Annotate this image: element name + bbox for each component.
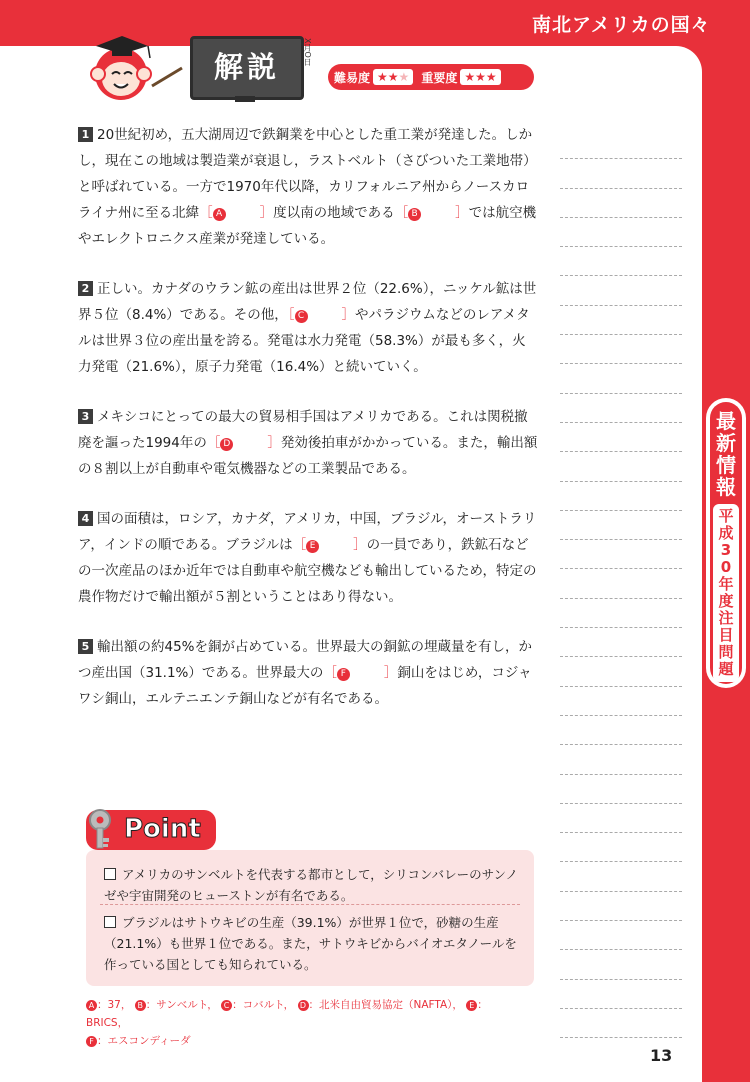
checkbox-icon: [104, 916, 116, 928]
note-line: [560, 394, 682, 423]
rating-bar: [328, 64, 534, 90]
note-line: [560, 1009, 682, 1038]
note-line: [560, 892, 682, 921]
star-icon: ★: [377, 70, 388, 84]
answer-text: ：コバルト，: [232, 999, 295, 1011]
blank-letter: F: [337, 668, 350, 681]
star-icon: ★: [398, 70, 410, 84]
note-line: [560, 364, 682, 393]
explanation-item-1: [78, 122, 538, 252]
note-line: [560, 423, 682, 452]
item-text: 輸出額の約45%を銅が占めている。世界最大の銅鉱の埋蔵量を有し，かつ産出国（31.1%）である。世界最大の: [78, 639, 533, 681]
note-line: [560, 687, 682, 716]
note-line: [560, 452, 682, 481]
difficulty-label: 難易度: [334, 70, 371, 85]
note-line: [560, 599, 682, 628]
answer-letter: C: [221, 1000, 232, 1011]
blank-letter: D: [220, 438, 233, 451]
answer-text: ：エスコンディーダ: [97, 1035, 191, 1047]
note-line: [560, 335, 682, 364]
date-stamp: X月O日: [303, 38, 312, 66]
page-number: 13: [650, 1046, 673, 1065]
note-line: [560, 276, 682, 305]
answer-c: [221, 999, 294, 1011]
note-line: [560, 950, 682, 979]
explanation-item-4: [78, 506, 538, 610]
importance-stars: [460, 69, 500, 85]
checkbox-icon: [104, 868, 116, 880]
point-item-text: アメリカのサンベルトを代表する都市として，シリコンバレーのサンノゼや宇宙開発のヒューストンが有名である。: [104, 867, 519, 903]
note-line: [560, 862, 682, 891]
answer-blank-d: ［ D ］: [206, 435, 281, 451]
note-line: [560, 159, 682, 188]
star-icon: ★: [387, 70, 399, 84]
item-number: 2: [78, 281, 93, 296]
answer-blank-b: ［ B ］: [394, 205, 469, 221]
item-number: 5: [78, 639, 93, 654]
difficulty-stars: [373, 69, 413, 85]
key-icon: [86, 806, 122, 852]
note-line: [560, 745, 682, 774]
answer-blank-e: ［ E ］: [292, 537, 367, 553]
explanation-item-3: [78, 404, 538, 482]
star-icon: ★: [475, 70, 486, 84]
note-line: [560, 569, 682, 598]
point-item-2: [104, 912, 526, 975]
explanation-board: 解説: [190, 36, 304, 100]
blank-letter: C: [295, 310, 308, 323]
point-item-1: [104, 864, 526, 906]
note-line: [560, 804, 682, 833]
item-text: メキシコにとっての最大の貿易相手国はアメリカである。これは関税撤廃を謳った1994年の: [78, 409, 528, 451]
note-line: [560, 775, 682, 804]
item-number: 1: [78, 127, 93, 142]
blank-letter: A: [213, 208, 226, 221]
answer-b: [135, 999, 218, 1011]
note-line: [560, 921, 682, 950]
item-text: では航空機やエレクトロニクス産業が発達している。: [78, 205, 537, 247]
note-line: [560, 716, 682, 745]
answer-blank-f: ［ F ］: [323, 665, 398, 681]
item-text: 20世紀初め，五大湖周辺で鉄鋼業を中心とした重工業が発達した。しかし，現在この地域は製造業が衰退し，ラストベルト（さびついた工業地帯）と呼ばれている。一方で1970年代以降，カリフォルニア州からノースカロライナ州に至る北緯: [78, 127, 537, 221]
side-tab-inner: [710, 402, 742, 684]
answer-text: ：37，: [97, 999, 132, 1011]
explanation-item-5: [78, 634, 538, 712]
answer-a: [86, 999, 131, 1011]
answer-letter: D: [298, 1000, 309, 1011]
note-line: [560, 657, 682, 686]
answer-blank-a: ［ A ］: [199, 205, 274, 221]
answer-letter: A: [86, 1000, 97, 1011]
item-text: 正しい。カナダのウラン鉱の産出は世界２位（22.6%），ニッケル鉱は世界５位（8.4%）である。その他，: [78, 281, 537, 323]
note-line: [560, 628, 682, 657]
note-line: [560, 540, 682, 569]
answer-text: ：BRICS，: [86, 999, 488, 1029]
importance-label: 重要度: [421, 70, 458, 85]
star-icon: ★: [485, 70, 497, 84]
note-line: [560, 511, 682, 540]
point-label: Point: [124, 814, 201, 844]
explanation-item-2: [78, 276, 538, 380]
side-tab-subtitle: 平 成 3 0 年 度 注 目 問 題: [713, 504, 739, 682]
blank-letter: E: [306, 540, 319, 553]
chapter-title: 南北アメリカの国々: [532, 14, 711, 36]
item-text: 国の面積は，ロシア，カナダ，アメリカ，中国，ブラジル，オーストラリア，インドの順である。ブラジルは: [78, 511, 537, 553]
item-number: 3: [78, 409, 93, 424]
answer-text: ：北米自由貿易協定（NAFTA），: [308, 999, 463, 1011]
answer-d: [298, 999, 463, 1011]
note-line: [560, 130, 682, 159]
board-stand: [235, 96, 255, 102]
item-text: の一員であり，鉄鉱石などの一次産品のほか近年では自動車や航空機なども輸出しているため，特定の農作物だけで輸出額が５割ということはあり得ない。: [78, 537, 537, 605]
point-divider: [100, 904, 520, 905]
item-text: 発効後拍車がかかっている。また，輸出額の８割以上が自動車や電気機器などの工業製品である。: [78, 435, 538, 477]
note-line: [560, 189, 682, 218]
blank-letter: B: [408, 208, 421, 221]
item-number: 4: [78, 511, 93, 526]
answer-letter: F: [86, 1036, 97, 1047]
answer-f: [86, 1035, 191, 1047]
answer-blank-c: ［ C ］: [287, 307, 356, 323]
item-text: 度以南の地域である: [273, 205, 395, 221]
side-tab-title: 最 新 情 報: [716, 409, 736, 499]
item-text: 銅山をはじめ，コジャワシ銅山，エルテニエンテ銅山などが有名である。: [78, 665, 532, 707]
note-line: [560, 218, 682, 247]
monkey-teacher-mascot-icon: [76, 24, 186, 104]
answer-key: [86, 996, 526, 1050]
star-icon: ★: [464, 70, 476, 84]
answer-text: ：サンベルト，: [145, 999, 218, 1011]
note-line: [560, 247, 682, 276]
note-line: [560, 980, 682, 1009]
note-line: [560, 833, 682, 862]
answer-letter: B: [135, 1000, 146, 1011]
notes-lines: [560, 130, 682, 1038]
item-text: やパラジウムなどのレアメタルは世界３位の産出量を誇る。発電は水力発電（58.3%）が最も多く，火力発電（21.6%），原子力発電（16.4%）と続いていく。: [78, 307, 530, 375]
note-line: [560, 306, 682, 335]
answer-letter: E: [466, 1000, 477, 1011]
point-item-text: ブラジルはサトウキビの生産（39.1%）が世界１位で，砂糖の生産（21.1%）も世界１位である。また，サトウキビからバイオエタノールを作っている国としても知られている。: [104, 915, 517, 972]
note-line: [560, 482, 682, 511]
explanation-list: [78, 122, 538, 736]
